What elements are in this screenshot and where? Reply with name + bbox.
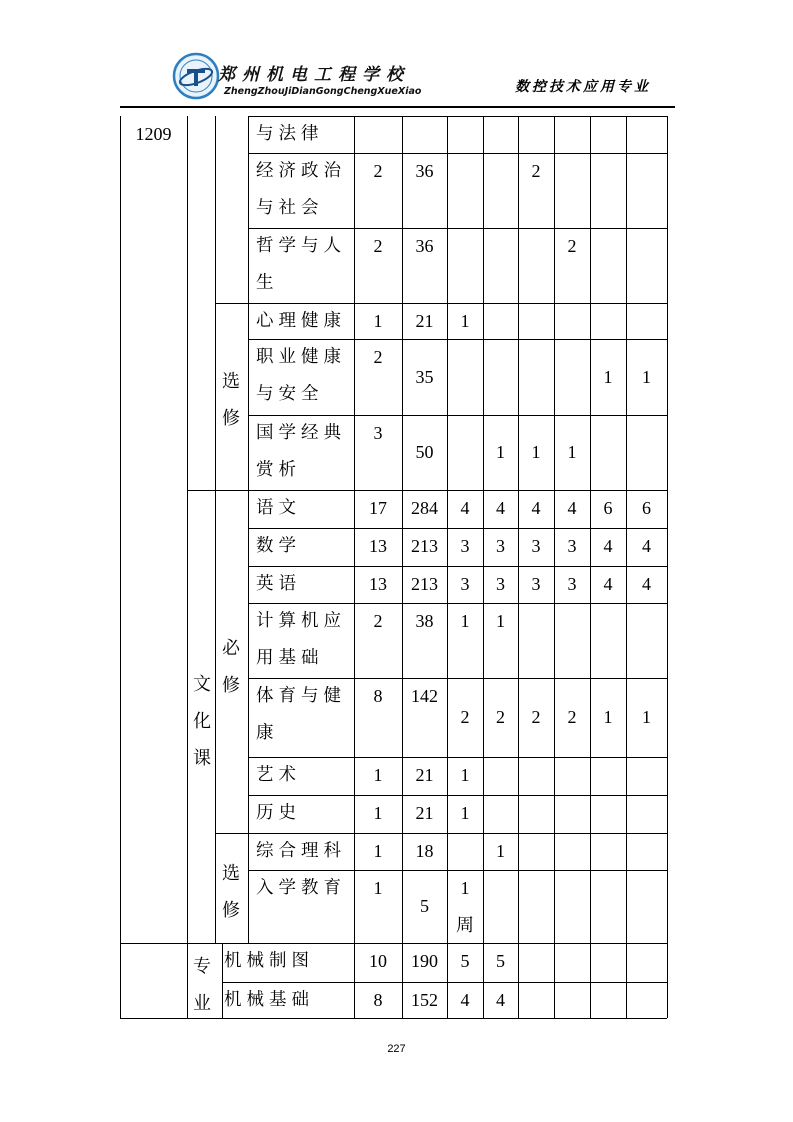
course-name: 综合理科 xyxy=(256,841,346,861)
grid-hline xyxy=(248,116,667,117)
course-name: 英语 xyxy=(256,574,301,594)
cell-hours: 35 xyxy=(415,366,434,387)
grid-hline xyxy=(187,490,667,491)
grid-hline xyxy=(248,153,667,154)
cell-credit: 13 xyxy=(369,574,387,594)
cell-credit: 8 xyxy=(373,990,383,1010)
cell-s1: 1 周 xyxy=(456,878,474,935)
course-name: 职业健康 与安全 xyxy=(256,347,346,404)
cell-credit: 1 xyxy=(373,803,383,823)
cell-s1: 3 xyxy=(460,536,470,556)
grid-vline xyxy=(402,116,403,1018)
grid-hline xyxy=(248,339,667,340)
cell-hours: 36 xyxy=(415,161,434,181)
grid-hline xyxy=(248,228,667,229)
cell-s6: 4 xyxy=(642,536,651,556)
cell-s3: 1 xyxy=(531,442,541,462)
group-label-elective-2: 选 修 xyxy=(222,863,240,921)
grid-hline xyxy=(248,528,667,529)
group-label-culture: 文 化 课 xyxy=(193,674,211,769)
cell-credit: 1 xyxy=(373,765,383,785)
grid-vline xyxy=(120,116,121,1018)
cell-s5: 1 xyxy=(603,366,613,387)
cell-s2: 5 xyxy=(496,951,505,971)
cell-hours: 21 xyxy=(415,765,434,785)
cell-s3: 3 xyxy=(531,536,541,556)
cell-s4: 3 xyxy=(567,574,577,594)
major-title: 数控技术应用专业 xyxy=(515,79,651,95)
cell-s6: 1 xyxy=(642,366,651,387)
cell-credit: 2 xyxy=(373,347,383,367)
cell-s2: 2 xyxy=(496,707,505,727)
grid-hline xyxy=(248,678,667,679)
cell-s4: 3 xyxy=(567,536,577,556)
cell-credit: 1 xyxy=(373,841,383,861)
grid-vline xyxy=(554,116,555,1018)
course-name: 机械制图 xyxy=(224,951,314,971)
cell-s2: 1 xyxy=(496,442,505,462)
grid-hline xyxy=(215,833,667,834)
cell-s6: 1 xyxy=(642,707,651,727)
course-name: 与法律 xyxy=(256,124,324,144)
cell-s4: 2 xyxy=(567,236,577,256)
cell-hours: 18 xyxy=(415,841,434,861)
course-code: 1209 xyxy=(135,124,172,144)
cell-s1: 3 xyxy=(460,574,470,594)
course-name: 机械基础 xyxy=(224,990,314,1010)
cell-s2: 1 xyxy=(496,611,505,631)
course-name: 经济政治 与社会 xyxy=(256,161,346,218)
cell-hours: 21 xyxy=(415,803,434,823)
cell-credit: 2 xyxy=(373,161,383,181)
cell-hours: 36 xyxy=(415,236,434,256)
course-name: 哲学与人 生 xyxy=(256,236,346,293)
cell-s2: 1 xyxy=(496,841,505,861)
course-name: 语文 xyxy=(256,498,301,518)
school-name-en: ZhengZhouJiDianGongChengXueXiao xyxy=(224,86,422,97)
cell-s3: 2 xyxy=(531,707,541,727)
course-name: 入学教育 xyxy=(256,878,346,898)
course-name: 计算机应 用基础 xyxy=(256,611,346,668)
cell-s1: 4 xyxy=(460,990,470,1010)
cell-credit: 10 xyxy=(369,951,387,971)
cell-s6: 4 xyxy=(642,574,651,594)
cell-hours: 284 xyxy=(411,498,438,518)
cell-credit: 2 xyxy=(373,236,383,256)
grid-hline xyxy=(222,982,667,983)
cell-hours: 213 xyxy=(411,574,438,594)
cell-s3: 2 xyxy=(531,161,541,181)
group-label-elective-1: 选 修 xyxy=(222,371,240,429)
cell-s4: 2 xyxy=(567,707,577,727)
cell-hours: 5 xyxy=(420,896,429,916)
cell-s1: 4 xyxy=(460,498,470,518)
grid-vline xyxy=(626,116,627,1018)
cell-s3: 4 xyxy=(531,498,541,518)
grid-hline xyxy=(248,870,667,871)
cell-s6: 6 xyxy=(642,498,651,518)
grid-hline xyxy=(248,566,667,567)
cell-hours: 50 xyxy=(415,442,434,462)
group-label-required: 必 修 xyxy=(222,638,240,696)
cell-s5: 1 xyxy=(603,707,613,727)
grid-hline xyxy=(120,1018,667,1019)
grid-vline xyxy=(518,116,519,1018)
cell-s1: 1 xyxy=(460,311,470,331)
grid-vline xyxy=(215,116,216,943)
course-name: 国学经典 赏析 xyxy=(256,423,346,480)
grid-vline xyxy=(590,116,591,1018)
cell-hours: 213 xyxy=(411,536,438,556)
grid-hline xyxy=(248,795,667,796)
cell-hours: 152 xyxy=(411,990,438,1010)
cell-s5: 6 xyxy=(603,498,613,518)
cell-hours: 142 xyxy=(411,686,438,706)
grid-vline xyxy=(483,116,484,1018)
course-name: 艺术 xyxy=(256,765,301,785)
grid-hline xyxy=(248,757,667,758)
cell-s5: 4 xyxy=(603,574,613,594)
cell-hours: 190 xyxy=(411,951,438,971)
cell-s4: 1 xyxy=(567,442,577,462)
cell-hours: 21 xyxy=(415,311,434,331)
cell-s2: 3 xyxy=(496,574,505,594)
cell-credit: 1 xyxy=(373,878,383,898)
cell-credit: 13 xyxy=(369,536,387,556)
cell-credit: 17 xyxy=(369,498,387,518)
grid-vline xyxy=(447,116,448,1018)
cell-s1: 1 xyxy=(460,611,470,631)
course-name: 心理健康 xyxy=(256,311,346,331)
cell-s1: 2 xyxy=(460,707,470,727)
cell-s1: 5 xyxy=(460,951,470,971)
grid-vline xyxy=(667,116,668,1018)
grid-vline xyxy=(248,116,249,943)
cell-s2: 4 xyxy=(496,498,505,518)
grid-hline xyxy=(215,303,667,304)
cell-credit: 3 xyxy=(373,423,383,443)
cell-credit: 8 xyxy=(373,686,383,706)
cell-s1: 1 xyxy=(460,765,470,785)
grid-vline xyxy=(187,116,188,1018)
grid-hline xyxy=(248,603,667,604)
course-name: 数学 xyxy=(256,536,301,556)
group-label-professional: 专 业 xyxy=(193,956,211,1014)
grid-vline xyxy=(222,943,223,1018)
grid-vline xyxy=(354,116,355,1018)
cell-s2: 3 xyxy=(496,536,505,556)
course-name: 历史 xyxy=(256,803,301,823)
school-name-cn: 郑州机电工程学校 xyxy=(218,65,410,85)
page-number: 227 xyxy=(387,1043,406,1055)
cell-s4: 4 xyxy=(567,498,577,518)
cell-credit: 2 xyxy=(373,611,383,631)
cell-hours: 38 xyxy=(415,611,434,631)
cell-credit: 1 xyxy=(373,311,383,331)
cell-s3: 3 xyxy=(531,574,541,594)
cell-s1: 1 xyxy=(460,803,470,823)
course-name: 体育与健 康 xyxy=(256,686,346,743)
cell-s2: 4 xyxy=(496,990,505,1010)
grid-hline xyxy=(120,943,667,944)
cell-s5: 4 xyxy=(603,536,613,556)
grid-hline xyxy=(248,415,667,416)
